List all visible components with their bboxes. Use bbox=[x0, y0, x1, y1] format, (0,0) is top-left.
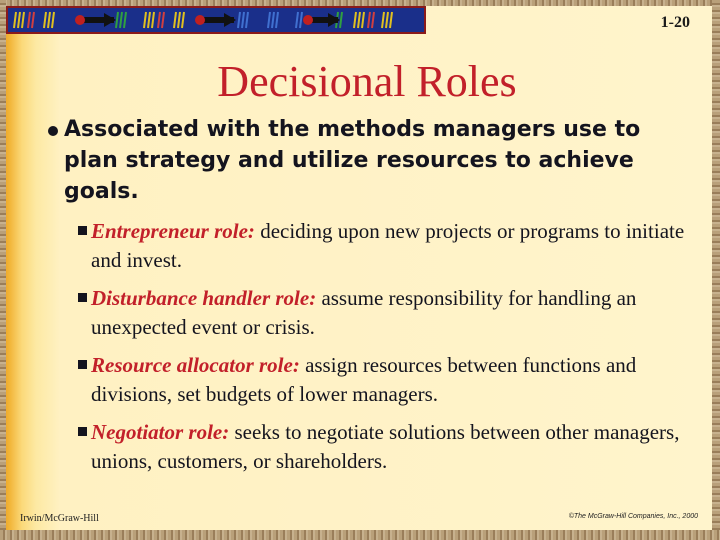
disc-bullet-icon bbox=[48, 126, 58, 136]
main-bullet bbox=[46, 114, 696, 207]
footer-copyright: ©The McGraw-Hill Companies, Inc., 2000 bbox=[568, 513, 698, 520]
role-name: Resource allocator role: bbox=[91, 353, 300, 377]
list-item bbox=[46, 217, 696, 275]
list-item bbox=[46, 284, 696, 342]
footer-publisher: Irwin/McGraw-Hill bbox=[20, 513, 99, 524]
slide-number: 1-20 bbox=[660, 14, 690, 31]
slide-content bbox=[46, 114, 696, 485]
decorative-banner-icon bbox=[6, 6, 426, 34]
list-item bbox=[46, 418, 696, 476]
frame-bottom-border bbox=[0, 530, 720, 540]
slide-title: Decisional Roles bbox=[217, 57, 517, 106]
role-name: Disturbance handler role: bbox=[91, 286, 317, 310]
square-bullet-icon bbox=[78, 226, 87, 235]
list-item bbox=[46, 351, 696, 409]
role-name: Entrepreneur role: bbox=[91, 219, 255, 243]
square-bullet-icon bbox=[78, 293, 87, 302]
square-bullet-icon bbox=[78, 360, 87, 369]
role-description: deciding upon new projects or programs to initiate and invest. bbox=[91, 219, 685, 272]
main-bullet-text: Associated with the methods managers use to plan strategy and utilize resources to achieve goals. bbox=[64, 117, 641, 204]
role-name: Negotiator role: bbox=[91, 420, 230, 444]
roles-list bbox=[46, 217, 696, 476]
role-description: assume responsibility for handling an unexpected event or crisis. bbox=[91, 286, 637, 339]
role-description: seeks to negotiate solutions between other managers, unions, customers, or shareholders. bbox=[91, 420, 680, 473]
role-description: assign resources between functions and divisions, set budgets of lower managers. bbox=[91, 353, 637, 406]
square-bullet-icon bbox=[78, 427, 87, 436]
